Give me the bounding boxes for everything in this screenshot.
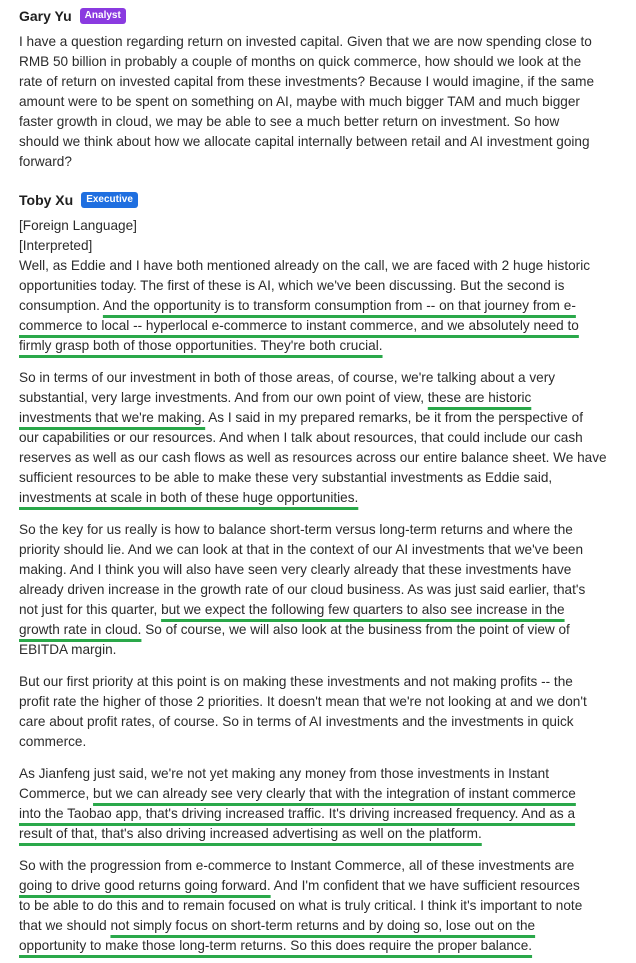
text-segment: As I said in my prepared remarks, be it from the perspective of xyxy=(205,410,583,425)
analyst-name: Gary Yu xyxy=(19,8,72,24)
highlighted-text: investments at scale in both of these huge opportunities. xyxy=(19,490,359,505)
text-line: So with the progression from e-commerce to Instant Commerce, all of these investments are xyxy=(19,858,575,873)
text-line: priority should lie. And we can look at that in the context of our AI investments that we've been xyxy=(19,542,584,557)
text-line xyxy=(19,824,631,844)
highlighted-text: commerce to local -- hyperlocal e-commerce to instant commerce, and we absolutely need to xyxy=(19,318,579,333)
text-line: [Interpreted] xyxy=(19,238,93,253)
highlighted-text: into the Taobao app, that's driving increased traffic. It's driving increased frequency. And as a xyxy=(19,806,576,821)
highlighted-text: not simply focus on short-term returns and by doing so, lose out on the xyxy=(110,918,536,933)
text-line xyxy=(19,804,631,824)
text-line xyxy=(19,336,631,356)
highlighted-text: firmly grasp both of those opportunities. They're both crucial. xyxy=(19,338,383,353)
answer-paragraph-1 xyxy=(19,216,631,356)
text-line: sufficient resources to be able to make these very substantial investments as Eddie said, xyxy=(19,470,553,485)
text-segment: not just for this quarter, xyxy=(19,602,162,617)
answer-paragraph-5 xyxy=(19,764,631,844)
text-line: should we think about how we allocate capital internally between retail and AI investment going xyxy=(19,134,590,149)
text-line: already driven increase in the growth rate of our cloud business. As was just said earlier, that's xyxy=(19,582,586,597)
executive-name: Toby Xu xyxy=(19,192,74,208)
text-line: our capabilities or our resources. And when I talk about resources, that could include our cash xyxy=(19,430,583,445)
text-line: So the key for us really is how to balance short-term versus long-term returns and where the xyxy=(19,522,573,537)
text-line: EBITDA margin. xyxy=(19,642,117,657)
text-segment: substantial, very large investments. And from our own point of view, xyxy=(19,390,428,405)
executive-badge: Executive xyxy=(81,192,138,208)
text-line xyxy=(19,620,631,640)
text-line: profit rate the higher of those 2 priorities. It doesn't mean that we're not looking at and we don't xyxy=(19,694,587,709)
analyst-header xyxy=(19,8,126,24)
answer-paragraph-6 xyxy=(19,856,631,956)
answer-paragraph-2 xyxy=(19,368,631,508)
highlighted-text: these are historic xyxy=(427,390,532,405)
highlighted-text: but we expect the following few quarters to also see increase in the xyxy=(161,602,565,617)
text-line: As Jianfeng just said, we're not yet making any money from those investments in Instant xyxy=(19,766,549,781)
highlighted-text: And the opportunity is to transform consumption from -- on that journey from e- xyxy=(102,298,576,313)
text-line: RMB 50 billion in probably a couple of months on quick commerce, how should we look at the xyxy=(19,54,582,69)
text-line: So in terms of our investment in both of those areas, of course, we're talking about a very xyxy=(19,370,556,385)
text-segment: So of course, we will also look at the business from the point of view of xyxy=(141,622,570,637)
text-line: Well, as Eddie and I have both mentioned already on the call, we are faced with 2 huge historic xyxy=(19,258,591,273)
text-line xyxy=(19,784,631,804)
highlighted-text: growth rate in cloud. xyxy=(19,622,142,637)
text-segment: And I'm confident that we have sufficient resources xyxy=(270,878,580,893)
text-line: to be able to do this and to remain focused on what is truly critical. I think it's important to note xyxy=(19,898,583,913)
text-line: faster growth in cloud, we may be able to see a much better return on investment. So how xyxy=(19,114,560,129)
text-segment: that we should xyxy=(19,918,111,933)
analyst-badge: Analyst xyxy=(80,8,126,24)
text-segment: Commerce, xyxy=(19,786,94,801)
text-line: forward? xyxy=(19,154,72,169)
highlighted-text: going to drive good returns going forward. xyxy=(19,878,271,893)
text-segment: consumption. xyxy=(19,298,103,313)
answer-paragraph-4 xyxy=(19,672,631,752)
text-line: [Foreign Language] xyxy=(19,218,137,233)
text-line: commerce. xyxy=(19,734,87,749)
text-line xyxy=(19,488,631,508)
text-line xyxy=(19,388,631,408)
text-line xyxy=(19,296,631,316)
text-line xyxy=(19,916,631,936)
executive-header xyxy=(19,192,138,208)
text-line: But our first priority at this point is on making these investments and not making profits -- the xyxy=(19,674,573,689)
text-line: I have a question regarding return on invested capital. Given that we are now spending close to xyxy=(19,34,592,49)
answer-paragraph-3 xyxy=(19,520,631,660)
highlighted-text: but we can already see very clearly that with the integration of instant commerce xyxy=(93,786,576,801)
text-line xyxy=(19,936,631,956)
text-line xyxy=(19,408,631,428)
text-line: amount were to be spent on something on AI, maybe with much bigger TAM and much bigger xyxy=(19,94,580,109)
text-line: rate of return on invested capital from these investments? Because I would imagine, if the same xyxy=(19,74,595,89)
text-line xyxy=(19,600,631,620)
text-line: care about profit rates, of course. So in terms of AI investments and the investments in quick xyxy=(19,714,574,729)
text-line xyxy=(19,316,631,336)
text-line: reserves as well as our cash flows as well as resources across our entire balance sheet. We have xyxy=(19,450,607,465)
text-line: opportunities today. The first of these is AI, which we've been discussing. But the second is xyxy=(19,278,565,293)
analyst-question xyxy=(19,32,631,172)
highlighted-text: result of that, that's also driving increased advertising as well on the platform. xyxy=(19,826,482,841)
highlighted-text: investments that we're making. xyxy=(19,410,206,425)
text-line: making. And I think you will also have seen very clearly already that these investments have xyxy=(19,562,572,577)
highlighted-text: opportunity to make those long-term returns. So this does require the proper balance. xyxy=(19,938,533,953)
text-line xyxy=(19,876,631,896)
